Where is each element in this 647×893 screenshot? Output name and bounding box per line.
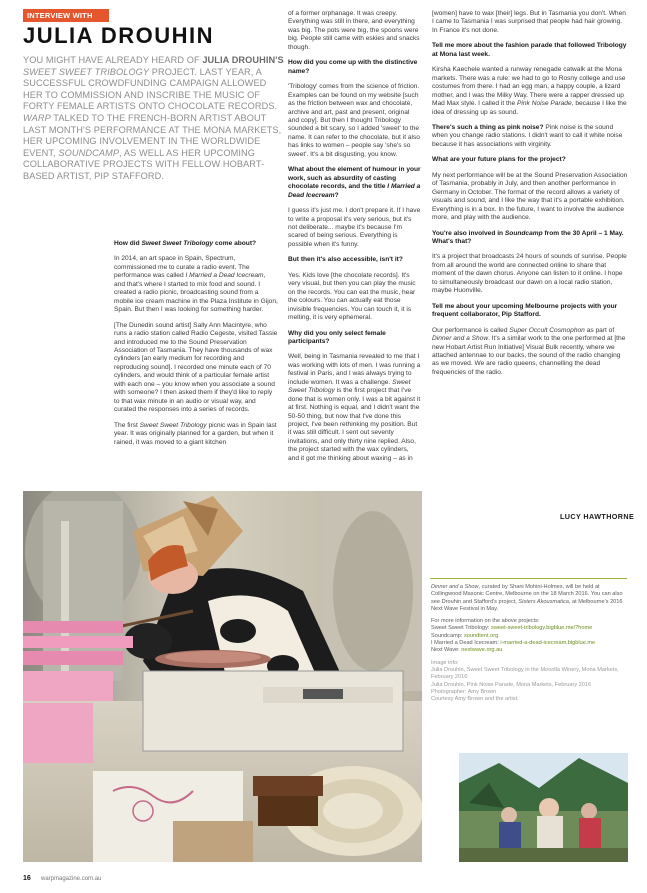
- question: How did Sweet Sweet Tribology come about?: [114, 240, 257, 247]
- article-column-2: [288, 10, 421, 470]
- sidebar-divider: [430, 578, 627, 579]
- answer: of a former orphanage. It was creepy. Everything was still in there, and everything was big. The pots were big, the spoons were big. People still came with eskies and snacks though.: [288, 10, 420, 51]
- answer: 'Tribology' comes from the science of friction. Examples can be found on my website [such as the friction between wax and chocolate, archive and art, past and present, original and copy]. But then I thought Tribology sounded a bit scary, so I added 'sweet' to the name. It can refer to the chocolate, but it also has links to women – people say 'she's so sweet'. It's a bit disgusting, you know.: [288, 83, 420, 158]
- link-tribology[interactable]: sweet-sweet-tribology.bigblue.me/?home: [491, 625, 593, 632]
- page-title: JULIA DROUHIN: [23, 23, 215, 48]
- answer: My next performance will be at the Sound Preservation Association of Tasmania, probably in July, and then another performance in Germany in October. The format of the record allows a variety of visuals and sound, and I like the way that it's a portable exhibition. Everything is in a box. In the future, I want to involve the audience more, and play with the audience.: [432, 171, 628, 222]
- answer: [women] have to wax [their] legs. But in Tasmania you don't. When I came to Tasmania I was surprised that people had hair growing. In France it's not done.: [432, 10, 626, 34]
- answer: Yes. Kids love [the chocolate records]. It's very visual, but then you can play the music on the records. You can eat the music, hear the colours. You can actually eat those invisible frequencies. You can touch it, it is melting, it is very ephemeral.: [288, 271, 416, 322]
- answer: [The Dunedin sound artist] Sally Ann Macintyre, who runs a radio station called Radio Cegeste, visited Tassie and introduced me to the Sound Preservation Association of Tasmania. They have thousands of wax cylinders [an early medium for recording and reproducing sound]. I recorded one minute each of 70 cylinders, and would think of a particular female artist with each one – you know when you associate a sound with someone? I then asked them if they'd like to reply to that wax minute in an audio or visual way, and curated the responses into a series of records.: [114, 321, 278, 414]
- event-note: Dinner and a Show, curated by Shani Mohini-Holmes, will be held at Collingwood Masonic Centre, Melbourne on the 18 March 2016. You can also see Drouhin and Stafford's project, Sisters Akousmatica, at Melbourne's 2016 Next Wave Festival in May.: [431, 584, 623, 612]
- article-column-1: [114, 240, 278, 454]
- intro-work-title: SWEET SWEET TRIBOLOGY: [23, 66, 150, 77]
- intro-name: JULIA DROUHIN'S: [202, 55, 284, 65]
- answer: The first Sweet Sweet Tribology picnic was in Spain last year. It was originally planned for a garden, but when it rained, it was moved to a giant kitchen: [114, 421, 277, 446]
- question: But then it's also accessible, isn't it?: [288, 256, 403, 264]
- intro-text: , AS WELL AS HER UPCOMING COLLABORATIVE PROJECTS WITH FELLOW HOBART-BASED ARTIST, PIP STAFFORD.: [23, 147, 265, 181]
- question: You're also involved in Soundcamp from the 30 April – 1 May. What's that?: [432, 229, 624, 245]
- sidebar-info: [431, 584, 629, 708]
- answer: Our performance is called Super Occult Cosmophon as part of Dinner and a Show. It's a similar work to the one performed at [the new Hobart Artist Run Initiative] Visual Bulk recently, where we attached antennae to our backs, the sound of the radio changing as we moved. We are radio queens, channelling the dead frequencies of the radio.: [432, 326, 626, 376]
- more-info-title: For more information on the above projects:: [431, 618, 540, 625]
- answer: Kirsha Kaechele wanted a runway renegade catwalk at the Mona markets. There was a rule: we had to go to Rosny college and use costumes from there. I had an egg man, a happy couple, a lizard mother, and I was the Milky Way. There were a rapper dressed up Mad Max style. I called it the Pink Noise Parade, because I like the idea of dressing up as sound.: [432, 66, 627, 116]
- question: Why did you only select female participants?: [288, 329, 386, 345]
- link-nextwave[interactable]: nextwave.org.au: [461, 647, 503, 654]
- secondary-photo: [459, 753, 628, 862]
- answer: I guess it's just me. I don't prepare it. If I have to write a proposal it's very serious, but it's not deliberate... maybe it's because I'm scared of being serious. Everything is possible when it's funny.: [288, 207, 421, 248]
- intro-text: PROJECT. LAST YEAR, A SUCCESSFUL CROWDFUNDING CAMPAIGN ALLOWED HER TO COMMISSION AND INSCRIBE THE MUSIC OF FORTY FEMALE ARTISTS ONTO CHOCOLATE RECORDS.: [23, 66, 278, 112]
- section-tag: INTERVIEW WITH: [23, 9, 109, 22]
- answer: Well, being in Tasmania revealed to me that I was working with lots of men. I was running a festival in Paris, and I was always trying to include women. It was a challenge. Sweet Sweet Tribology is the first project that I've done that is women only. I was a bit against it at first. Nothing is equal, and I didn't want the 50-50 thing, but now that I've done this project, I've been rethinking my position. But it was still difficult. I sent out seventy invitations, and only thirty nine replied. Also, the project started with the wax cylinders, and it got me thinking about waxing – as in: [288, 353, 421, 462]
- author-byline: LUCY HAWTHORNE: [560, 512, 635, 521]
- intro-paragraph: [23, 55, 285, 183]
- footer-url[interactable]: warpmagazine.com.au: [41, 876, 102, 882]
- question: What are your future plans for the project?: [432, 156, 566, 164]
- page-number: 16: [23, 875, 31, 882]
- question: How did you come up with the distinctive name?: [288, 59, 418, 75]
- image-info: Image info: Julia Drouhin, Sweet Sweet Tribology in the Moorilla Winery, Mona Markets, February 2016 Julia Drouhin, Pink Noise Parade, Mona Markets, February 2016 Photographer: Amy Brown Courtesy Amy Brown and the artist.: [431, 659, 619, 703]
- more-info: For more information on the above projects: Sweet Sweet Tribology: sweet-sweet-tribology.bigblue.me/?home Soundcamp: soundtent.org I Married a Dead Icecream: i-married-a-dead-icecream.bigblue.me Next Wave: nextwave.org.au: [431, 618, 596, 654]
- link-soundcamp[interactable]: soundtent.org: [463, 632, 499, 639]
- answer: There's such a thing as pink noise? Pink noise is the sound when you change radio stations. I didn't want to call it white noise because it has associations with virginity.: [432, 123, 623, 148]
- question: Tell me about your upcoming Melbourne projects with your frequent collaborator, Pip Stafford.: [432, 302, 618, 319]
- question: Tell me more about the fashion parade that followed Tribology at Mona last week.: [432, 42, 627, 58]
- intro-soundcamp: SOUNDCAMP: [58, 147, 120, 158]
- intro-text: YOU MIGHT HAVE ALREADY HEARD OF: [23, 55, 203, 65]
- link-icecream[interactable]: i-married-a-dead-icecream.bigblue.me: [500, 640, 596, 647]
- intro-text: TALKED TO THE FRENCH-BORN ARTIST ABOUT LAST MONTH'S PERFORMANCE AT THE MONA MARKETS, HER UPCOMING INVOLVEMENT IN THE WORLDWIDE EVENT,: [23, 112, 282, 158]
- answer: It's a project that broadcasts 24 hours of sounds of sunrise. People from all around the world are connected online to share that moment of the dawn chorus. Anyone can listen to it online. I hope to simultaneously broadcast our dawn on a local radio station, maybe Huonville.: [432, 253, 627, 295]
- main-photo: [23, 491, 422, 862]
- intro-magazine: WARP: [23, 112, 51, 123]
- answer: In 2014, an art space in Spain, Spectrum, commissioned me to curate a radio event. The performance was called I Married a Dead Icecream, and that's where I started to mix food and sound. I created a radio picnic, broadcasting sound from a mobile ice cream machine in the Plaza Institute in Gijon, Spain. But then I was looking for something harder.: [114, 255, 278, 314]
- question: What about the element of humour in your work, such as absurdity of casting chocolate records, and the title I Married a Dead Icecream?: [288, 166, 421, 199]
- article-column-3: [432, 10, 628, 384]
